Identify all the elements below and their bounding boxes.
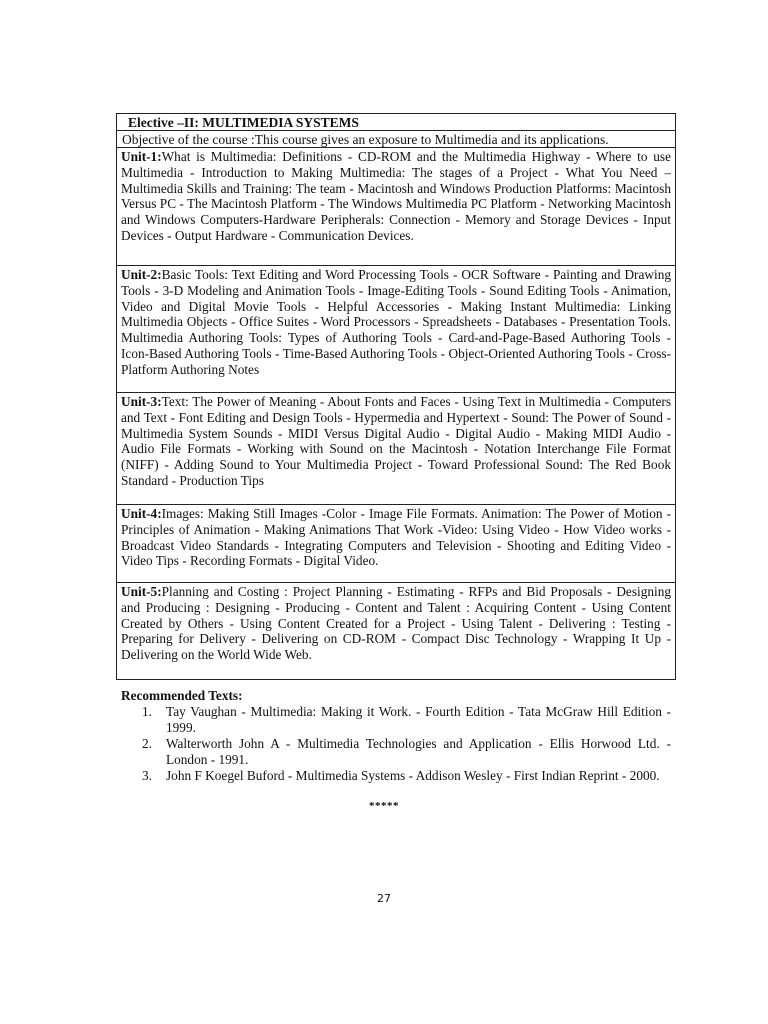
- page-number: 27: [377, 892, 391, 905]
- unit-5-content: Planning and Costing : Project Planning - Estimating - RFPs and Bid Proposals - Designing and Producing : Designing - Producing - Content and Talent : Acquiring Content - Using Content Created by Others - Using Content Created for a Project - Using Talent - Delivering : Testing - Preparing for Delivery - Delivering on CD-ROM - Compact Disc Technology - Wrapping It Up - Delivering on the World Wide Web.: [121, 584, 671, 663]
- list-item: [121, 704, 671, 736]
- list-item-number: 1.: [142, 704, 152, 719]
- unit-3-label: Unit-3:: [121, 394, 162, 409]
- unit-5-text: [121, 584, 671, 663]
- unit-2-cell: [117, 266, 675, 393]
- unit-2-label: Unit-2:: [121, 267, 162, 282]
- recommended-heading: Recommended Texts:: [121, 688, 243, 703]
- list-item-text: Tay Vaughan - Multimedia: Making it Work. - Fourth Edition - Tata McGraw Hill Edition - 1999.: [166, 704, 671, 735]
- end-mark: *****: [369, 800, 399, 812]
- list-item-text: John F Koegel Buford - Multimedia Systems - Addison Wesley - First Indian Reprint - 2000.: [166, 768, 660, 783]
- unit-1-label: Unit-1:: [121, 149, 162, 164]
- unit-3-content: Text: The Power of Meaning - About Fonts and Faces - Using Text in Multimedia - Computers and Text - Font Editing and Design Tools - Hypermedia and Hypertext - Sound: The Power of Sound - Multimedia System Sounds - MIDI Versus Digital Audio - Digital Audio - Making MIDI Audio - Audio File Formats - Working with Sound on the Macintosh - Notation Interchange File Format (NIFF) - Adding Sound to Your Multimedia Project - Toward Professional Sound: The Red Book Standard - Production Tips: [121, 394, 671, 488]
- list-item-number: 2.: [142, 736, 152, 751]
- list-item: [121, 736, 671, 768]
- unit-3-text: [121, 394, 671, 489]
- course-title: Elective –II: MULTIMEDIA SYSTEMS: [117, 114, 675, 131]
- syllabus-table: [116, 113, 676, 680]
- unit-4-content: Images: Making Still Images -Color - Image File Formats. Animation: The Power of Motion - Principles of Animation - Making Animations That Work -Video: Using Video - How Video works - Broadcast Video Standards - Integrating Computers and Television - Shooting and Editing Video - Video Tips - Recording Formats - Digital Video.: [121, 506, 671, 569]
- course-objective: Objective of the course :This course gives an exposure to Multimedia and its applications.: [117, 131, 675, 148]
- unit-5-label: Unit-5:: [121, 584, 162, 599]
- unit-2-content: Basic Tools: Text Editing and Word Processing Tools - OCR Software - Painting and Drawing Tools - 3-D Modeling and Animation Tools - Image-Editing Tools - Sound Editing Tools - Animation, Video and Digital Movie Tools - Helpful Accessories - Making Instant Multimedia: Linking Multimedia Objects - Office Suites - Word Processors - Spreadsheets - Databases - Presentation Tools. Multimedia Authoring Tools: Types of Authoring Tools - Card-and-Page-Based Authoring Tools - Icon-Based Authoring Tools - Time-Based Authoring Tools - Object-Oriented Authoring Tools - Cross-Platform Authoring Notes: [121, 267, 671, 377]
- unit-4-label: Unit-4:: [121, 506, 162, 521]
- list-item: [121, 768, 671, 784]
- unit-1-text: [121, 149, 671, 244]
- unit-2-text: [121, 267, 671, 378]
- unit-4-cell: [117, 505, 675, 583]
- list-item-text: Walterworth John A - Multimedia Technologies and Application - Ellis Horwood Ltd. - London - 1991.: [166, 736, 671, 767]
- unit-4-text: [121, 506, 671, 569]
- recommended-list: [121, 704, 671, 784]
- recommended-texts: [121, 688, 671, 784]
- unit-1-cell: [117, 148, 675, 266]
- list-item-number: 3.: [142, 768, 152, 783]
- unit-3-cell: [117, 393, 675, 505]
- unit-5-cell: [117, 583, 675, 679]
- unit-1-content: What is Multimedia: Definitions - CD-ROM and the Multimedia Highway - Where to use Multimedia - Introduction to Making Multimedia: The stages of a Project - What You Need – Multimedia Skills and Training: The team - Macintosh and Windows Production Platforms: Macintosh Versus PC - The Macintosh Platform - The Windows Multimedia PC Platform - Networking Macintosh and Windows Computers-Hardware Peripherals: Connection - Memory and Storage Devices - Input Devices - Output Hardware - Communication Devices.: [121, 149, 671, 243]
